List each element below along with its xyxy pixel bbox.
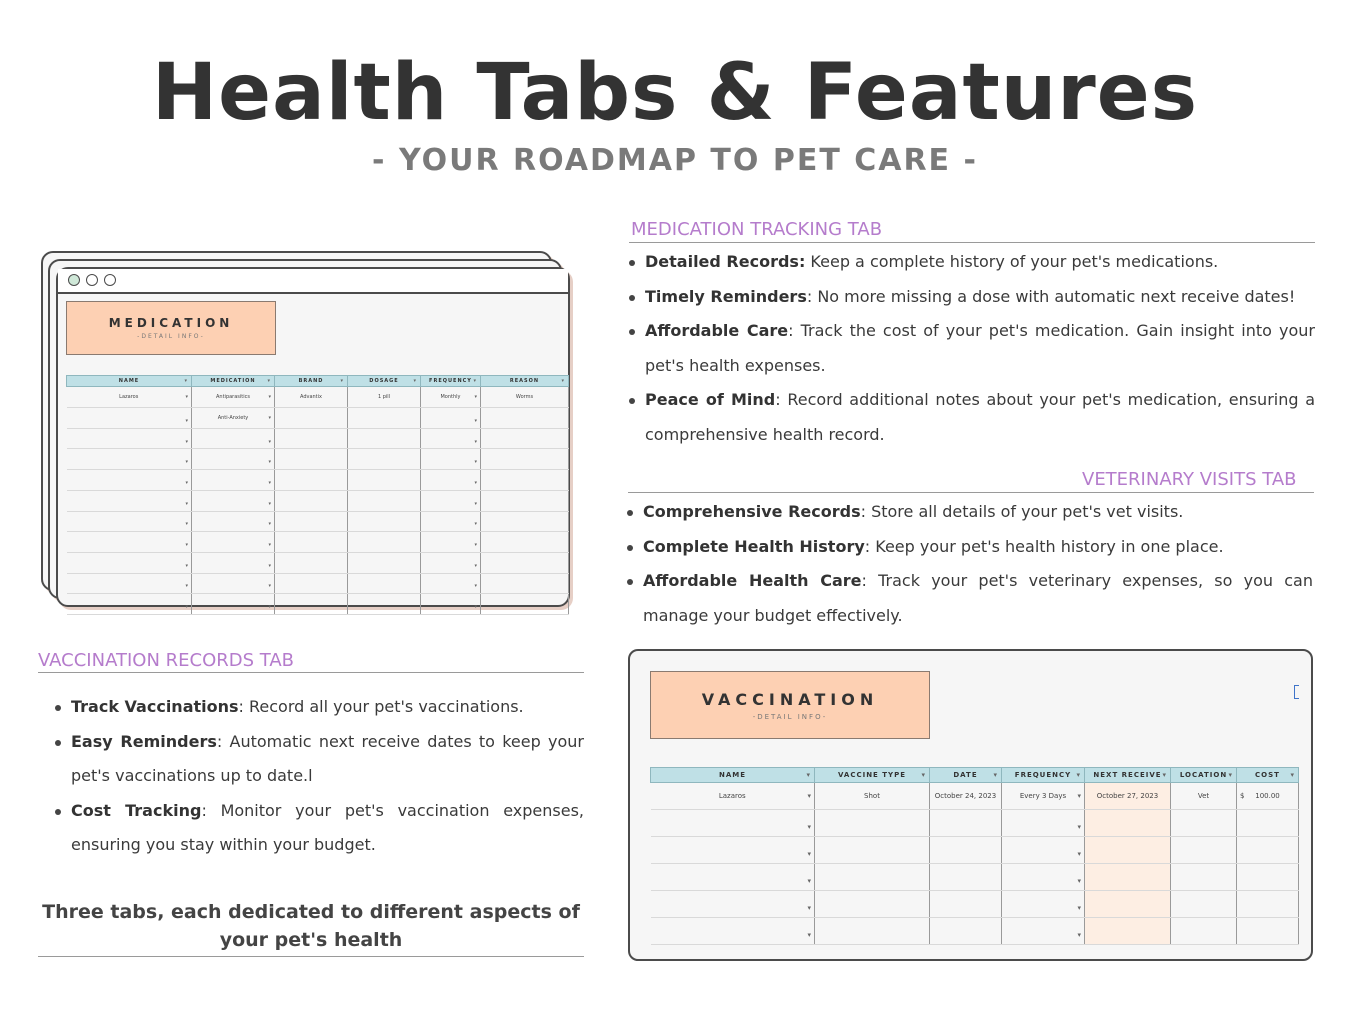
window-dot-icon — [104, 274, 116, 286]
feature-item — [629, 245, 1315, 280]
table-cell[interactable] — [421, 573, 481, 594]
table-cell[interactable] — [1085, 917, 1171, 944]
feature-description: : Keep your pet's health history in one place. — [864, 536, 1224, 556]
table-row — [67, 532, 569, 553]
table-row — [651, 809, 1299, 836]
table-cell[interactable] — [421, 552, 481, 573]
table-cell[interactable] — [481, 490, 569, 511]
table-column-header: DATE ▾ — [930, 768, 1002, 783]
table-cell[interactable] — [651, 917, 815, 944]
table-cell[interactable] — [348, 594, 421, 615]
table-cell[interactable] — [651, 836, 815, 863]
cost-value: 100.00 — [1255, 791, 1280, 800]
vaccination-feature-list — [55, 690, 584, 863]
divider — [38, 672, 584, 673]
feature-label: Peace of Mind — [645, 390, 776, 409]
table-cell[interactable] — [192, 552, 275, 573]
medication-table — [66, 375, 569, 615]
table-cell[interactable] — [348, 532, 421, 553]
dropdown-arrow-icon[interactable]: ▾ — [807, 903, 811, 912]
dropdown-arrow-icon[interactable]: ▾ — [268, 438, 271, 445]
filter-dropdown-icon[interactable]: ▾ — [1290, 770, 1295, 779]
table-cell[interactable] — [481, 594, 569, 615]
feature-item — [55, 794, 584, 863]
window-dot-icon — [68, 274, 80, 286]
table-cell[interactable] — [67, 511, 192, 532]
table-cell[interactable] — [815, 809, 930, 836]
filter-dropdown-icon[interactable]: ▾ — [473, 378, 477, 385]
dropdown-arrow-icon[interactable]: ▾ — [268, 414, 271, 421]
feature-description: : Track the cost of your pet's medication. Gain insight into your pet's health expenses. — [645, 321, 1315, 375]
table-cell[interactable] — [1237, 863, 1299, 890]
table-cell[interactable] — [67, 532, 192, 553]
filter-dropdown-icon[interactable]: ▾ — [340, 378, 344, 385]
dropdown-arrow-icon[interactable]: ▾ — [474, 459, 477, 466]
table-cell[interactable] — [67, 573, 192, 594]
feature-description: : Record all your pet's vaccinations. — [238, 697, 524, 716]
table-row — [67, 511, 569, 532]
table-cell[interactable] — [481, 449, 569, 470]
table-cell[interactable] — [1171, 809, 1237, 836]
filter-dropdown-icon[interactable]: ▾ — [184, 378, 188, 385]
table-cell[interactable] — [421, 594, 481, 615]
table-column-header: REASON ▾ — [481, 376, 569, 387]
dropdown-arrow-icon[interactable]: ▾ — [807, 849, 811, 858]
feature-label: Comprehensive Records — [643, 502, 861, 521]
dropdown-arrow-icon[interactable]: ▾ — [185, 459, 188, 466]
feature-label: Cost Tracking — [71, 800, 202, 820]
feature-item — [627, 564, 1313, 633]
table-cell[interactable] — [1171, 836, 1237, 863]
feature-item — [627, 530, 1313, 565]
table-cell[interactable] — [1085, 890, 1171, 917]
dropdown-arrow-icon[interactable]: ▾ — [1077, 791, 1081, 800]
vaccination-banner-subtitle: -DETAIL INFO- — [752, 713, 828, 721]
table-cell[interactable] — [67, 490, 192, 511]
page-subtitle: - YOUR ROADMAP TO PET CARE - — [372, 143, 978, 178]
table-column-header: LOCATION ▾ — [1171, 768, 1237, 783]
table-cell[interactable] — [275, 532, 348, 553]
dropdown-arrow-icon[interactable]: ▾ — [807, 876, 811, 885]
feature-label: Track Vaccinations — [71, 697, 239, 716]
dropdown-arrow-icon[interactable]: ▾ — [474, 562, 477, 569]
table-cell[interactable]: October 24, 2023 — [930, 782, 1002, 809]
dropdown-arrow-icon[interactable]: ▾ — [185, 583, 188, 590]
dropdown-arrow-icon[interactable]: ▾ — [807, 930, 811, 939]
table-cell[interactable]: October 27, 2023 — [1085, 782, 1171, 809]
table-column-header: COST ▾ — [1237, 768, 1299, 783]
table-row — [67, 594, 569, 615]
table-row — [651, 917, 1299, 944]
table-column-header: MEDICATION ▾ — [192, 376, 275, 387]
table-cell[interactable] — [1002, 863, 1085, 890]
table-column-header: NEXT RECEIVE ▾ — [1085, 768, 1171, 783]
table-cell[interactable] — [1237, 917, 1299, 944]
table-cell[interactable]: Monthly ▾ — [421, 387, 481, 408]
table-cell[interactable] — [192, 490, 275, 511]
table-cell[interactable]: Lazaros ▾ — [67, 387, 192, 408]
dropdown-arrow-icon[interactable]: ▾ — [185, 394, 188, 401]
table-cell[interactable] — [275, 408, 348, 429]
divider — [38, 956, 584, 957]
dropdown-arrow-icon[interactable]: ▾ — [268, 542, 271, 549]
table-row — [67, 573, 569, 594]
table-cell[interactable]: Shot — [815, 782, 930, 809]
feature-description: : No more missing a dose with automatic next receive dates! — [806, 286, 1296, 306]
table-cell[interactable] — [275, 552, 348, 573]
table-column-header: FREQUENCY ▾ — [421, 376, 481, 387]
table-cell[interactable] — [815, 917, 930, 944]
closing-line-1: Three tabs, each dedicated to different aspects of — [42, 901, 580, 923]
feature-label: Complete Health History — [643, 536, 865, 556]
table-row — [651, 782, 1299, 809]
table-cell[interactable] — [192, 594, 275, 615]
table-cell[interactable] — [815, 863, 930, 890]
dropdown-arrow-icon[interactable]: ▾ — [474, 438, 477, 445]
feature-label: Affordable Health Care — [643, 571, 862, 590]
table-cell[interactable] — [275, 511, 348, 532]
table-row — [67, 470, 569, 491]
feature-label: Easy Reminders — [71, 731, 217, 751]
filter-dropdown-icon[interactable]: ▾ — [993, 770, 998, 779]
dropdown-arrow-icon[interactable]: ▾ — [807, 822, 811, 831]
dropdown-arrow-icon[interactable]: ▾ — [268, 459, 271, 466]
table-cell[interactable] — [481, 532, 569, 553]
feature-description: : Automatic next receive dates to keep your pet's vaccinations up to date.l — [71, 731, 585, 785]
dropdown-arrow-icon[interactable]: ▾ — [1077, 876, 1081, 885]
window-dot-icon — [86, 274, 98, 286]
table-cell[interactable] — [67, 552, 192, 573]
feature-description: : Record additional notes about your pet's medication, ensuring a comprehensive health record. — [645, 390, 1315, 444]
table-row — [651, 890, 1299, 917]
feature-item — [627, 495, 1313, 530]
filter-dropdown-icon[interactable]: ▾ — [921, 770, 926, 779]
dropdown-arrow-icon[interactable]: ▾ — [268, 500, 271, 507]
table-cell[interactable] — [1171, 890, 1237, 917]
table-cell[interactable] — [481, 428, 569, 449]
table-cell[interactable] — [930, 809, 1002, 836]
divider — [628, 492, 1314, 493]
table-column-header: FREQUENCY ▾ — [1002, 768, 1085, 783]
dropdown-arrow-icon[interactable]: ▾ — [807, 791, 811, 800]
table-cell[interactable] — [67, 428, 192, 449]
feature-item — [55, 725, 584, 794]
table-column-header: VACCINE TYPE ▾ — [815, 768, 930, 783]
filter-dropdown-icon[interactable]: ▾ — [561, 378, 565, 385]
table-cell[interactable] — [192, 449, 275, 470]
table-cell[interactable] — [651, 809, 815, 836]
table-cell[interactable] — [651, 863, 815, 890]
vaccination-window — [628, 649, 1313, 961]
dropdown-arrow-icon[interactable]: ▾ — [185, 479, 188, 486]
table-row — [67, 408, 569, 429]
table-cell[interactable] — [192, 532, 275, 553]
table-row — [67, 428, 569, 449]
table-cell[interactable] — [421, 470, 481, 491]
vaccination-banner-title: VACCINATION — [701, 690, 879, 709]
table-column-header: NAME ▾ — [651, 768, 815, 783]
table-cell[interactable] — [192, 470, 275, 491]
table-cell[interactable] — [275, 449, 348, 470]
table-row — [67, 490, 569, 511]
table-cell[interactable] — [275, 428, 348, 449]
dropdown-arrow-icon[interactable]: ▾ — [474, 417, 477, 424]
dropdown-arrow-icon[interactable]: ▾ — [474, 604, 477, 611]
filter-dropdown-icon[interactable]: ▾ — [806, 770, 811, 779]
table-cell[interactable] — [815, 890, 930, 917]
dropdown-arrow-icon[interactable]: ▾ — [268, 394, 271, 401]
dropdown-arrow-icon[interactable]: ▾ — [185, 521, 188, 528]
vet-feature-list — [627, 495, 1313, 633]
feature-label: Timely Reminders — [645, 286, 807, 306]
table-row — [67, 552, 569, 573]
table-cell[interactable] — [348, 428, 421, 449]
table-cell[interactable] — [348, 470, 421, 491]
table-cell[interactable]: Every 3 Days ▾ — [1002, 782, 1085, 809]
table-cell[interactable]: Worms — [481, 387, 569, 408]
dropdown-arrow-icon[interactable]: ▾ — [185, 542, 188, 549]
medication-window — [56, 267, 570, 611]
table-cell[interactable] — [481, 511, 569, 532]
dropdown-arrow-icon[interactable]: ▾ — [268, 604, 271, 611]
table-cell[interactable] — [348, 490, 421, 511]
table-cell[interactable] — [67, 449, 192, 470]
table-row — [67, 387, 569, 408]
filter-dropdown-icon[interactable]: ▾ — [1228, 770, 1233, 779]
table-row — [67, 449, 569, 470]
table-cell[interactable] — [930, 917, 1002, 944]
table-cell[interactable] — [1085, 809, 1171, 836]
currency-symbol: $ — [1240, 791, 1245, 800]
table-cell[interactable] — [348, 408, 421, 429]
filter-dropdown-icon[interactable]: ▾ — [1162, 770, 1167, 779]
table-cell[interactable] — [421, 428, 481, 449]
dropdown-arrow-icon[interactable]: ▾ — [474, 521, 477, 528]
feature-item — [629, 280, 1315, 315]
table-cell[interactable] — [275, 573, 348, 594]
table-cell[interactable] — [1002, 836, 1085, 863]
dropdown-arrow-icon[interactable]: ▾ — [185, 562, 188, 569]
table-cell[interactable] — [421, 511, 481, 532]
dropdown-arrow-icon[interactable]: ▾ — [1077, 822, 1081, 831]
feature-description: : Monitor your pet's vaccination expenses, ensuring you stay within your budget. — [71, 800, 584, 854]
dropdown-arrow-icon[interactable]: ▾ — [474, 583, 477, 590]
table-cell[interactable] — [67, 594, 192, 615]
table-row — [651, 836, 1299, 863]
table-cell[interactable] — [1171, 917, 1237, 944]
table-cell[interactable] — [192, 428, 275, 449]
window-title-bar — [58, 269, 568, 294]
table-cell[interactable] — [1237, 836, 1299, 863]
dropdown-arrow-icon[interactable]: ▾ — [185, 604, 188, 611]
vaccination-banner — [650, 671, 930, 739]
table-column-header: DOSAGE ▾ — [348, 376, 421, 387]
table-cell[interactable] — [481, 573, 569, 594]
dropdown-arrow-icon[interactable]: ▾ — [185, 438, 188, 445]
table-cell[interactable] — [421, 490, 481, 511]
dropdown-arrow-icon[interactable]: ▾ — [1077, 849, 1081, 858]
feature-description: Keep a complete history of your pet's medications. — [805, 252, 1219, 271]
table-cell[interactable] — [1085, 863, 1171, 890]
table-cell[interactable] — [275, 470, 348, 491]
dropdown-arrow-icon[interactable]: ▾ — [1077, 903, 1081, 912]
table-cell[interactable] — [1237, 782, 1299, 809]
table-cell[interactable] — [1171, 863, 1237, 890]
feature-label: Affordable Care — [645, 321, 789, 340]
dropdown-arrow-icon[interactable]: ▾ — [474, 394, 477, 401]
table-cell[interactable] — [348, 552, 421, 573]
vaccination-section-heading: VACCINATION RECORDS TAB — [38, 650, 295, 671]
table-cell[interactable] — [1237, 809, 1299, 836]
feature-label: Detailed Records: — [645, 252, 806, 271]
dropdown-arrow-icon[interactable]: ▾ — [268, 479, 271, 486]
dropdown-arrow-icon[interactable]: ▾ — [474, 479, 477, 486]
table-cell[interactable]: Vet — [1171, 782, 1237, 809]
table-cell[interactable] — [275, 490, 348, 511]
vaccination-table — [650, 767, 1299, 945]
filter-dropdown-icon[interactable]: ▾ — [413, 378, 417, 385]
table-cell[interactable] — [421, 449, 481, 470]
table-cell[interactable] — [1237, 890, 1299, 917]
table-cell[interactable] — [348, 511, 421, 532]
table-cell[interactable] — [930, 890, 1002, 917]
vet-section-heading: VETERINARY VISITS TAB — [1082, 469, 1297, 490]
dropdown-arrow-icon[interactable]: ▾ — [268, 583, 271, 590]
table-cell[interactable] — [421, 408, 481, 429]
dropdown-arrow-icon[interactable]: ▾ — [474, 500, 477, 507]
medication-banner-title: MEDICATION — [108, 316, 234, 330]
table-cell[interactable] — [930, 836, 1002, 863]
filter-dropdown-icon[interactable]: ▾ — [267, 378, 271, 385]
table-cell[interactable] — [651, 890, 815, 917]
table-row — [651, 863, 1299, 890]
table-cell[interactable] — [1085, 836, 1171, 863]
table-column-header: NAME ▾ — [67, 376, 192, 387]
dropdown-arrow-icon[interactable]: ▾ — [268, 562, 271, 569]
table-cell[interactable] — [481, 552, 569, 573]
table-cell[interactable] — [815, 836, 930, 863]
table-cell[interactable]: 1 pill — [348, 387, 421, 408]
table-cell[interactable] — [67, 408, 192, 429]
feature-item — [55, 690, 584, 725]
table-cell[interactable] — [1002, 890, 1085, 917]
table-cell[interactable] — [348, 449, 421, 470]
medication-feature-list — [629, 245, 1315, 452]
closing-statement — [38, 898, 584, 954]
table-cell[interactable] — [192, 511, 275, 532]
table-cell[interactable] — [481, 408, 569, 429]
table-cell[interactable] — [1002, 917, 1085, 944]
selection-bracket-icon — [1294, 685, 1299, 699]
divider — [629, 242, 1315, 243]
table-cell[interactable]: Advantix — [275, 387, 348, 408]
table-cell[interactable] — [348, 573, 421, 594]
table-cell[interactable] — [67, 470, 192, 491]
table-cell[interactable]: Antiparasitics ▾ — [192, 387, 275, 408]
feature-item — [629, 383, 1315, 452]
table-cell[interactable] — [1002, 809, 1085, 836]
feature-description: : Track your pet's veterinary expenses, so you can manage your budget effectively. — [643, 571, 1313, 625]
table-cell[interactable]: Lazaros ▾ — [651, 782, 815, 809]
dropdown-arrow-icon[interactable]: ▾ — [1077, 930, 1081, 939]
medication-banner-subtitle: -DETAIL INFO- — [137, 333, 205, 340]
table-cell[interactable] — [481, 470, 569, 491]
feature-description: : Store all details of your pet's vet visits. — [860, 502, 1184, 521]
table-cell[interactable] — [930, 863, 1002, 890]
page-title: Health Tabs & Features — [151, 48, 1199, 138]
dropdown-arrow-icon[interactable]: ▾ — [474, 542, 477, 549]
dropdown-arrow-icon[interactable]: ▾ — [185, 500, 188, 507]
table-cell[interactable] — [275, 594, 348, 615]
dropdown-arrow-icon[interactable]: ▾ — [268, 521, 271, 528]
medication-banner — [66, 301, 276, 355]
medication-section-heading: MEDICATION TRACKING TAB — [631, 219, 883, 240]
filter-dropdown-icon[interactable]: ▾ — [1076, 770, 1081, 779]
table-column-header: BRAND ▾ — [275, 376, 348, 387]
dropdown-arrow-icon[interactable]: ▾ — [185, 417, 188, 424]
table-cell[interactable]: Anti-Anxiety ▾ — [192, 408, 275, 429]
feature-item — [629, 314, 1315, 383]
table-cell[interactable] — [421, 532, 481, 553]
closing-line-2: your pet's health — [219, 929, 403, 951]
table-cell[interactable] — [192, 573, 275, 594]
